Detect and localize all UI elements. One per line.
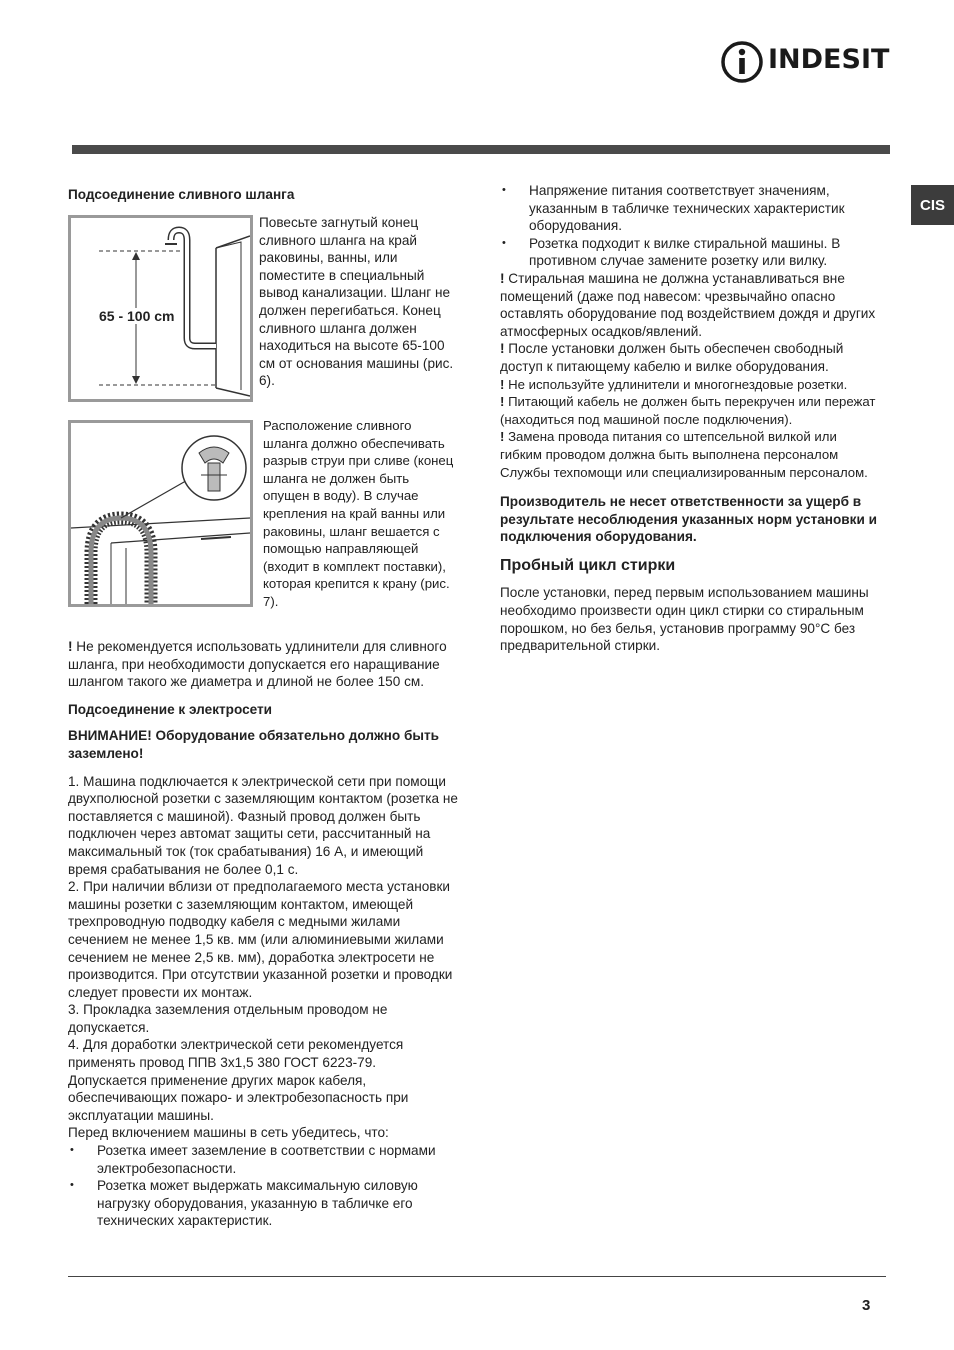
test-cycle-title: Пробный цикл стирки (500, 556, 676, 574)
list-item: • Розетка может выдержать максимальную силовую нагрузку оборудования, указанную в табличке его технических характеристик. (68, 1177, 458, 1230)
hose-section (68, 186, 456, 204)
left-column-text (68, 638, 458, 1230)
power-title: Подсоединение к электросети (68, 701, 273, 717)
page-number: 3 (862, 1297, 871, 1314)
footer-rule (68, 1276, 886, 1277)
power-paragraph-4: 4. Для доработки электрической сети рекомендуется применять провод ППВ 3х1,5 380 ГОСТ 6223-79. Допускается применение других марок кабеля, обеспечивающих пожаро- и электробезопасность при эксплуатации машины. (68, 1037, 409, 1123)
grounding-warning: ВНИМАНИЕ! Оборудование обязательно должно быть заземлено! (68, 728, 439, 761)
language-tab: CIS (911, 185, 954, 225)
warning-mark: ! (68, 639, 73, 654)
list-item: • Розетка подходит к вилке стиральной машины. В противном случае замените розетку или вилку. (500, 235, 882, 270)
figure-6 (68, 215, 253, 402)
power-paragraph-1: 1. Машина подключается к электрической сети при помощи двухполюсной розетки с заземляющим контактом (розетка не поставляется с машиной). Фазный провод должен быть подключен через автомат защиты сети, рассчитанный на максимальный ток (ток срабатывания) 16 А, и имеющий время срабатывания не более 0,1 с. (68, 773, 458, 877)
liability-notice: Производитель не несет ответственности за ущерб в результате несоблюдения указанных норм установки и подключения оборудования. (500, 494, 877, 545)
note-cable: ! Питающий кабель не должен быть перекручен или пережат (находиться под машиной после подключения). (500, 394, 876, 427)
power-paragraph-3: 3. Прокладка заземления отдельным проводом не допускается. (68, 1002, 388, 1035)
height-range-label: 65 - 100 cm (99, 308, 175, 324)
note-access: ! После установки должен быть обеспечен свободный доступ к питающему кабелю и вилке оборудования. (500, 341, 844, 374)
figure-6-caption: Повесьте загнутый конец сливного шланга на край раковины, ванны, или поместите в специальный вывод канализации. Шланг не должен перегибаться. Конец сливного шланга должен находиться на высоте 65-100 см от основания машины (рис. 6). (259, 215, 454, 389)
header-rule (72, 145, 890, 154)
list-item: • Розетка имеет заземление в соответствии с нормами электробезопасности. (68, 1142, 458, 1177)
extension-note: ! Не рекомендуется использовать удлинители для сливного шланга, при необходимости допускается его наращивание шлангом такого же диаметра и длиной не более 150 см. (68, 639, 447, 690)
hose-title: Подсоединение сливного шланга (68, 187, 295, 202)
test-cycle-text: После установки, перед первым использованием машины необходимо произвести один цикл стирки со стиральным порошком, но без белья, установив программу 90°С без предварительной стирки. (500, 585, 869, 654)
figure-7 (68, 420, 253, 607)
check-intro: Перед включением машины в сеть убедитесь, что: (68, 1125, 389, 1141)
note-replacement: ! Замена провода питания со штепсельной вилкой или гибким проводом должна быть выполнена персоналом Службы техпомощи или специализированным персоналом. (500, 429, 868, 480)
list-item: • Напряжение питания соответствует значениям, указанным в табличке технических характеристик оборудования. (500, 182, 882, 235)
indesit-logo (720, 38, 890, 86)
note-outdoor: ! Стиральная машина не должна устанавливаться вне помещений (даже под навесом: чрезвычайно опасно оставлять оборудование под воздействием дождя и других атмосферных осадков/явлений. (500, 270, 876, 339)
brand-name: INDESIT (768, 44, 890, 75)
note-extensions: ! Не используйте удлинители и многогнездовые розетки. (500, 376, 848, 392)
power-paragraph-2: 2. При наличии вблизи от предполагаемого места установки машины розетки с заземляющим контактом, имеющей трехпроводную подводку кабеля с медными жилами сечением не менее 1,5 кв. мм (или алюминиевыми жилами сечением не менее 2,5 кв. мм), доработка электросети не производится. При отсутствии указанной розетки и проводки следует провести их монтаж. (68, 879, 453, 1000)
right-column-text (500, 182, 882, 655)
drain-hook-illustration (71, 423, 250, 604)
logo-mark-icon (720, 38, 766, 86)
figure-7-caption: Расположение сливного шланга должно обеспечивать разрыв струи при сливе (конец шланга не должен быть опущен в воду). В случае крепления на край ванны или раковины, шланг вешается с помощью направляющей (входит в комплект поставки), которая крепится к крану (рис. 7). (263, 418, 454, 609)
